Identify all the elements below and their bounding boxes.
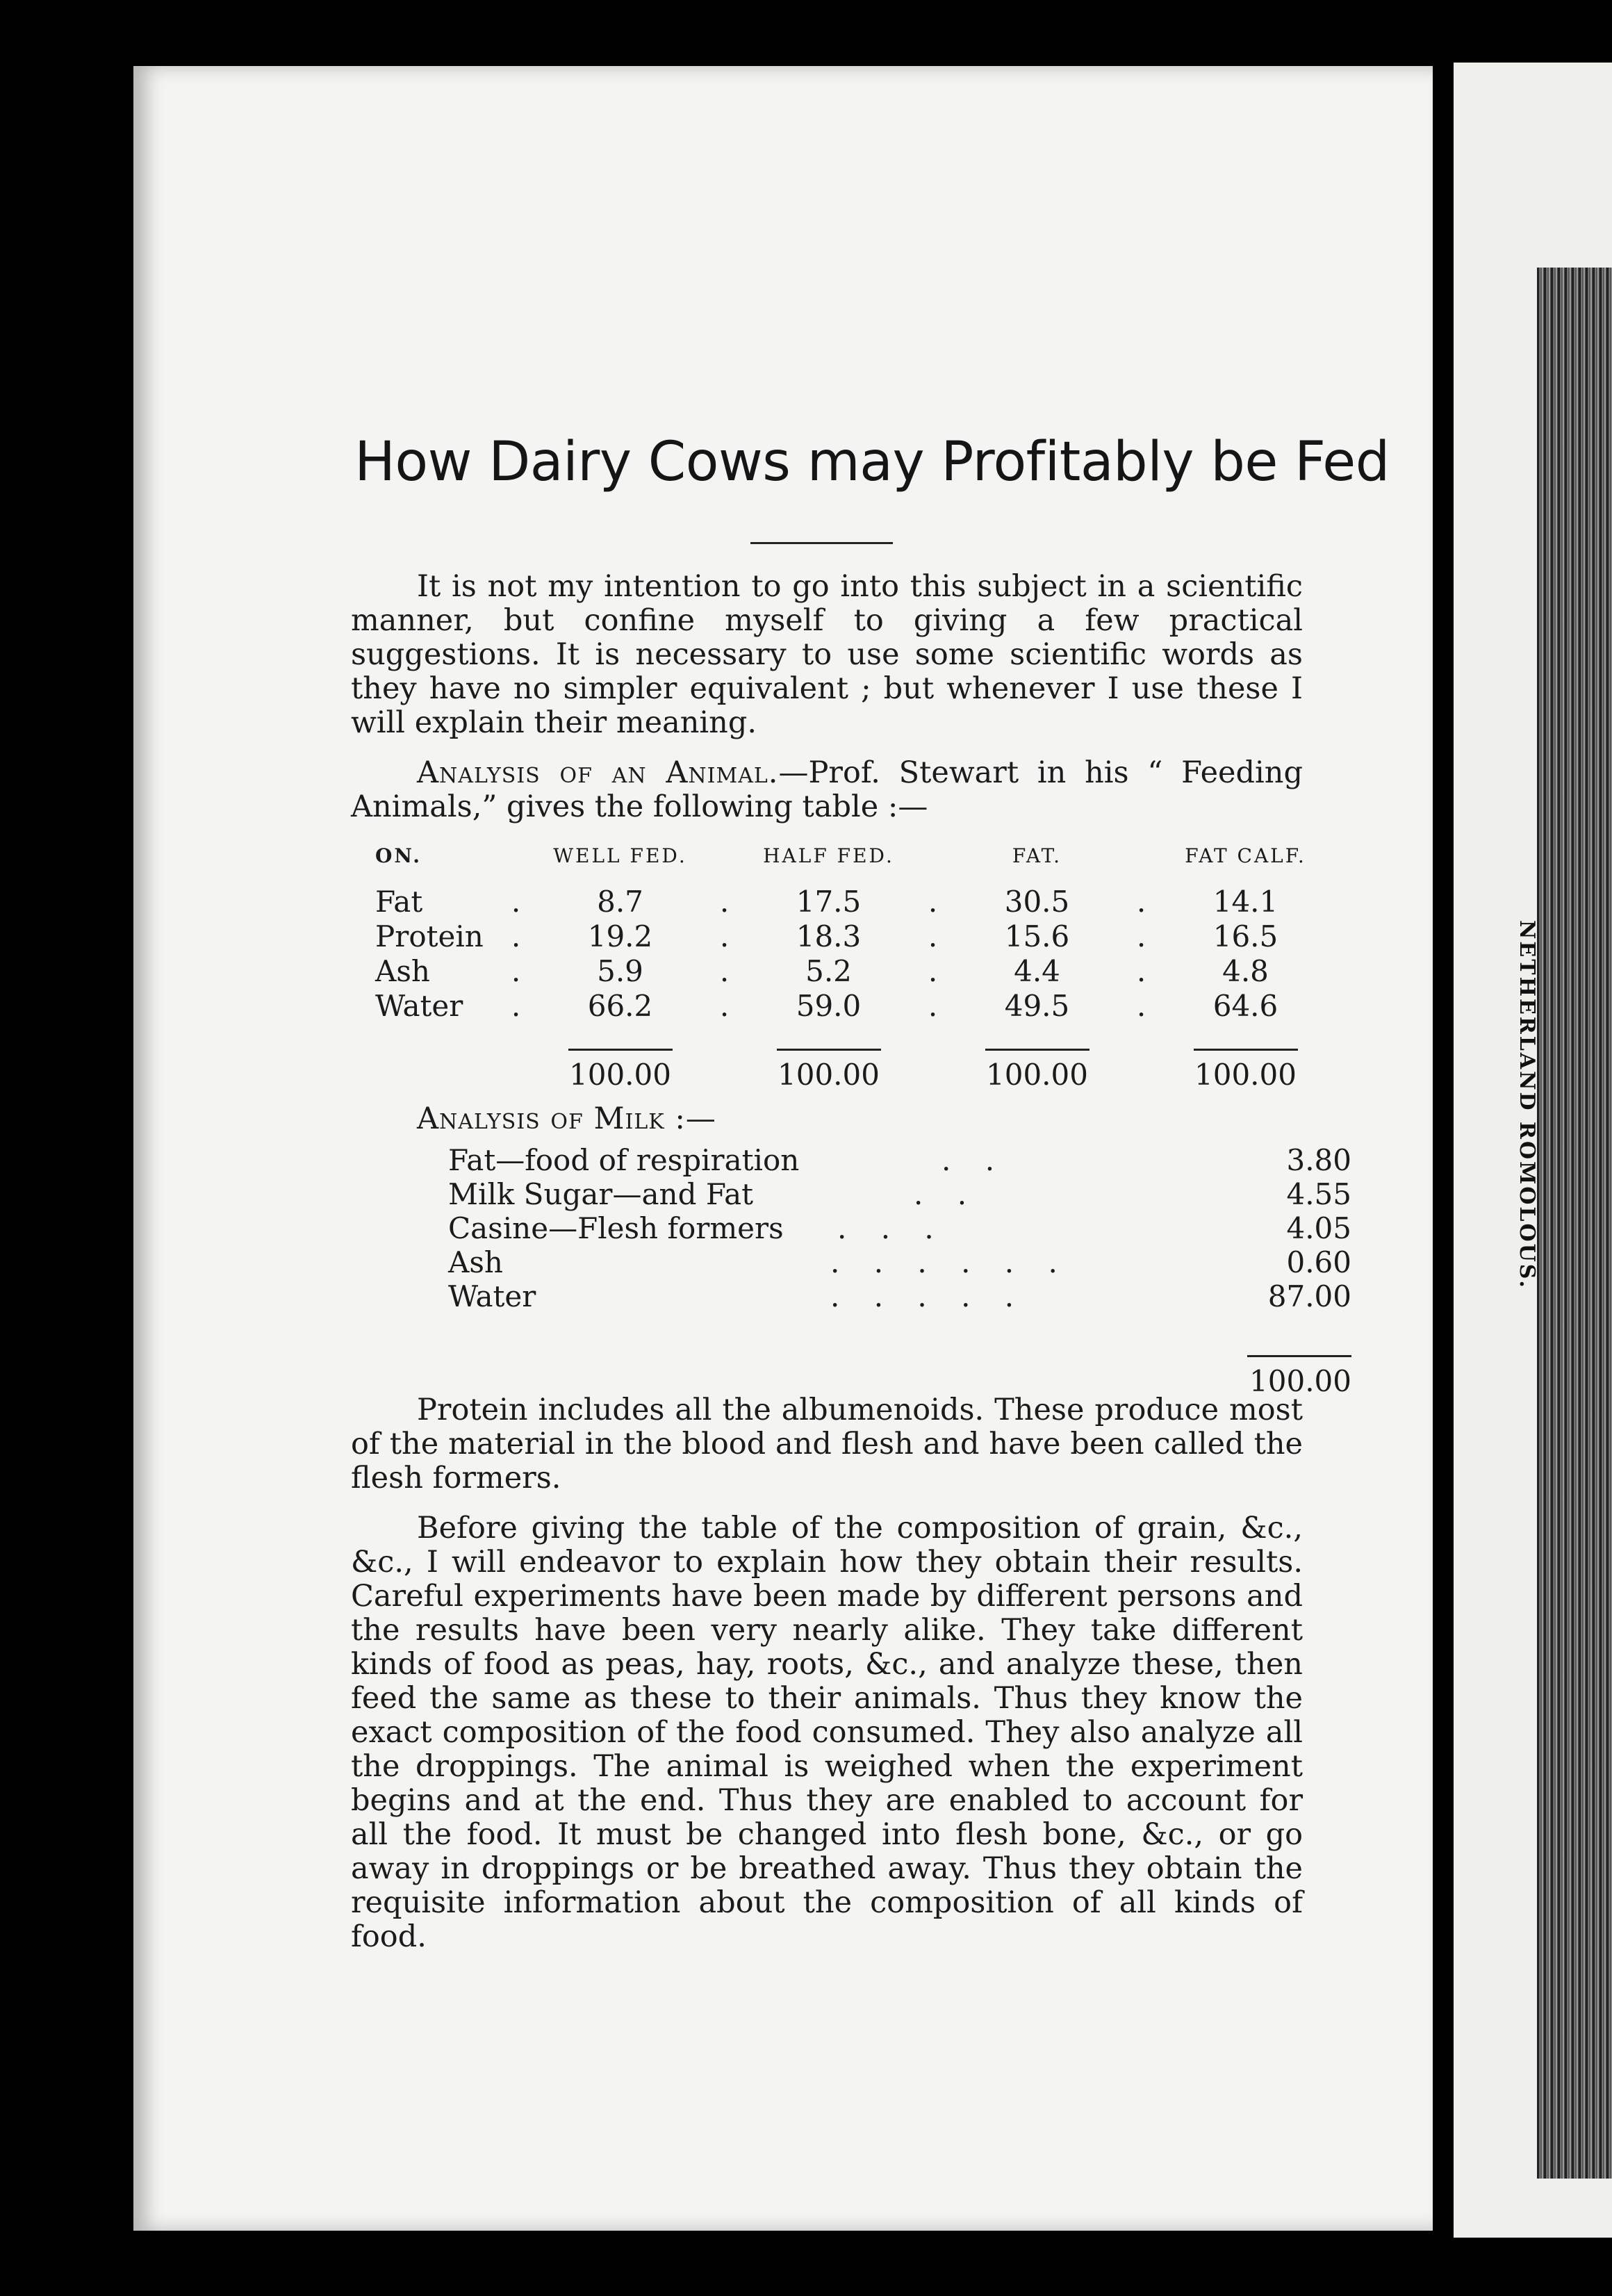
table-cell: 5.9 — [597, 954, 643, 988]
table-cell: 3.80 — [1286, 1143, 1351, 1177]
milk-analysis-heading: Analysis of Milk :— — [417, 1101, 716, 1136]
table-cell: 18.3 — [796, 919, 862, 953]
sum-rule — [985, 1049, 1089, 1051]
row-label: Water — [448, 1279, 536, 1313]
table-cell: 19.2 — [587, 919, 653, 953]
column-header: WELL FED. — [553, 844, 687, 867]
table-row — [448, 1279, 1351, 1313]
protein-text: Protein includes all the albumenoids. These produce most of the material in the blood and flesh and have been called the flesh formers. — [351, 1393, 1303, 1495]
total-cell: 100.00 — [569, 1058, 671, 1092]
table-cell: 5.2 — [805, 954, 852, 988]
table-cell: 0.60 — [1286, 1245, 1351, 1279]
row-label: Water — [375, 989, 463, 1023]
facing-page-caption: NETHERLAND ROMOLOUS. — [1515, 920, 1539, 1290]
column-header: ON. — [375, 844, 422, 867]
leader-dots: . . . . . . — [830, 1245, 1070, 1279]
sum-rule — [1194, 1049, 1298, 1051]
row-label: Ash — [375, 954, 430, 988]
table-cell: 64.6 — [1212, 989, 1278, 1023]
leader-dots: . . — [914, 1177, 980, 1211]
milk-analysis-table — [448, 1143, 1351, 1398]
table-cell: 30.5 — [1004, 885, 1070, 919]
table-row: Protein . 19.2 . 18.3 . 15.6 . 16.5 — [375, 919, 1320, 954]
leader-dots: . . . — [837, 1211, 946, 1245]
sum-rule — [568, 1049, 673, 1051]
table-cell: 8.7 — [597, 885, 643, 919]
table-cell: 49.5 — [1004, 989, 1070, 1023]
sum-rule — [1247, 1355, 1351, 1357]
page-title: How Dairy Cows may Profitably be Fed — [354, 431, 1390, 493]
table-cell: 59.0 — [796, 989, 862, 1023]
row-label: Fat — [375, 885, 423, 919]
table-cell: 87.00 — [1267, 1279, 1351, 1313]
table-row: Water . 66.2 . 59.0 . 49.5 . 64.6 — [375, 989, 1320, 1024]
table-cell: 4.55 — [1286, 1177, 1351, 1211]
column-header: FAT CALF. — [1185, 844, 1306, 867]
table-row — [448, 1245, 1351, 1279]
table-cell: 4.8 — [1222, 954, 1269, 988]
total-cell: 100.00 — [778, 1058, 880, 1092]
method-text: Before giving the table of the composition of grain, &c., &c., I will endeavor to explain how they obtain their results. Careful experiments have been made by different persons and the results have been very nearly alike. They take different kinds of food as peas, hay, roots, &c., and analyze these, then feed the same as these to their animals. Thus they know the exact composition of the food consumed. They also analyze all the droppings. The animal is weighed when the experiment begins and at the end. Thus they are enabled to account for all the food. It must be changed into flesh bone, &c., or go away in droppings or be breathed away. Thus they obtain the requisite information about the composition of all kinds of food. — [351, 1511, 1303, 1954]
engraving-illustration — [1537, 268, 1612, 2179]
table-row — [448, 1211, 1351, 1245]
row-label: Casine—Flesh formers — [448, 1211, 784, 1245]
column-header: HALF FED. — [763, 844, 894, 867]
total-cell: 100.00 — [1249, 1364, 1351, 1398]
protein-paragraph — [351, 1393, 1303, 1495]
table-cell: 16.5 — [1212, 919, 1278, 953]
total-cell: 100.00 — [986, 1058, 1088, 1092]
total-cell: 100.00 — [1194, 1058, 1297, 1092]
intro-paragraph — [351, 570, 1303, 740]
table-cell: 15.6 — [1004, 919, 1070, 953]
row-label: Milk Sugar—and Fat — [448, 1177, 754, 1211]
row-label: Fat—food of respiration — [448, 1143, 800, 1177]
table-row: Ash . 5.9 . 5.2 . 4.4 . 4.8 — [375, 954, 1320, 989]
row-label: Ash — [448, 1245, 503, 1279]
table-row — [448, 1143, 1351, 1177]
table-cell: 17.5 — [796, 885, 862, 919]
table-cell: 14.1 — [1212, 885, 1278, 919]
table-row — [448, 1177, 1351, 1211]
table-cell: 4.4 — [1014, 954, 1060, 988]
animal-analysis-table — [375, 844, 1320, 1092]
intro-text: It is not my intention to go into this subject in a scientific manner, but confine myself to giving a few practical suggestions. It is necessary to use some scientific words as they have no simpler equivalent ; but whenever I use these I will explain their meaning. — [351, 569, 1303, 740]
title-divider — [750, 542, 893, 544]
table-cell: 66.2 — [587, 989, 653, 1023]
sum-rule — [777, 1049, 881, 1051]
row-label: Protein — [375, 919, 484, 953]
table-header-row — [375, 844, 1320, 885]
leader-dots: . . — [941, 1143, 1008, 1177]
analysis-intro: —Prof. Stewart in his “ Feeding Animals,” gives the following table :— — [351, 755, 1303, 824]
analysis-paragraph — [351, 756, 1303, 824]
table-cell: 4.05 — [1286, 1211, 1351, 1245]
leader-dots: . . . . . — [830, 1279, 1027, 1313]
table-total-row — [375, 1024, 1320, 1092]
table-row: Fat . 8.7 . 17.5 . 30.5 . 14.1 — [375, 885, 1320, 919]
table-total-row — [448, 1313, 1351, 1398]
analysis-heading: Analysis of an Animal. — [417, 755, 779, 790]
column-header: FAT. — [1012, 844, 1062, 867]
method-paragraph — [351, 1511, 1303, 1954]
